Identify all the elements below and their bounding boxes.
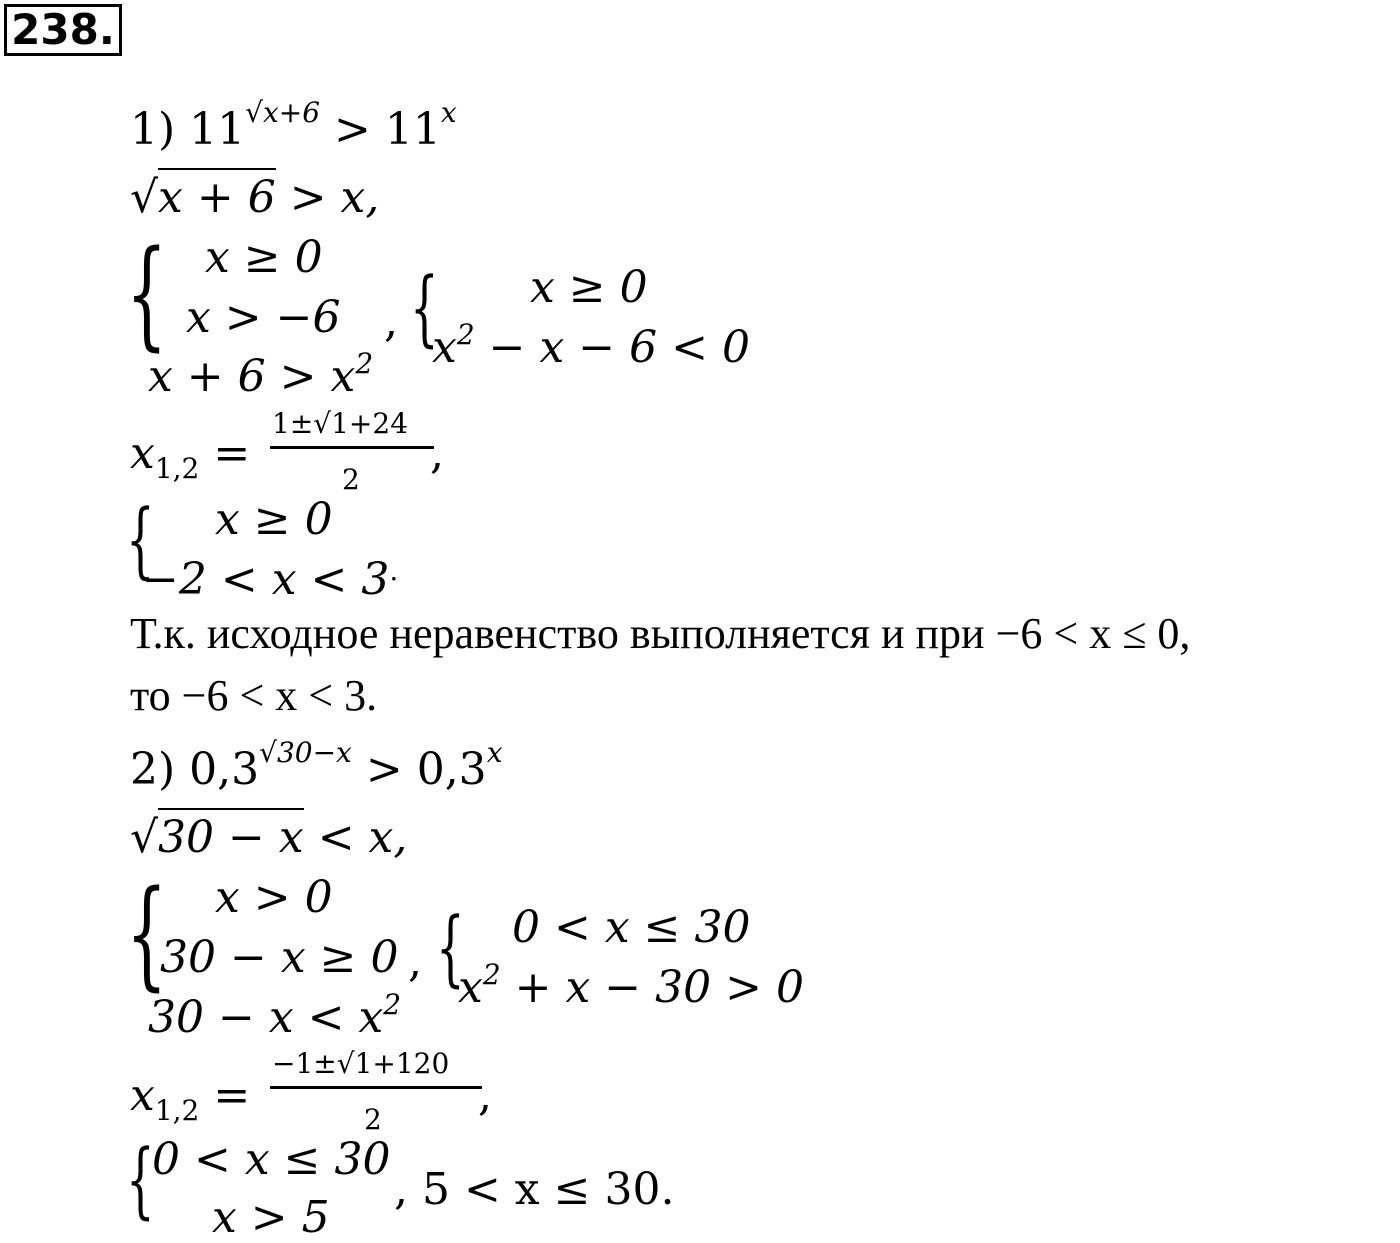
p2-frac-line <box>270 1086 482 1089</box>
p1-line1-rel: > 11 <box>320 104 441 155</box>
p1-sys2-row2-sup: 2 <box>456 318 475 351</box>
problem-number: 238. <box>4 4 122 56</box>
p2-line1-exp: √30−x <box>259 736 352 769</box>
p2-sys1-row2: 30 − x ≥ 0 <box>160 932 399 983</box>
p2-sys2-row2-sup: 2 <box>482 958 501 991</box>
p2-line2 <box>130 812 408 863</box>
p1-roots-eq: = <box>199 428 251 479</box>
p1-sys3-brace: { <box>126 493 155 588</box>
p2-sys1-row1: x > 0 <box>215 872 333 923</box>
p2-roots-eq: = <box>199 1070 251 1121</box>
p1-sys2-row2 <box>432 318 750 373</box>
p1-roots-num: 1±√1+24 <box>272 407 409 440</box>
p1-line1-prefix: 1) 11 <box>130 104 246 155</box>
p2-line1-exp2: x <box>486 736 503 769</box>
p1-roots-sub: 1,2 <box>154 452 200 485</box>
p1-sys2-brace: { <box>410 261 439 356</box>
p1-line1 <box>130 96 457 155</box>
p1-sys3-row1: x ≥ 0 <box>215 494 333 545</box>
p1-sys1-row3-text: x + 6 > x <box>148 351 356 402</box>
p1-sys2-row2-rest: − x − 6 < 0 <box>474 322 750 373</box>
p1-sys3-row2 <box>142 554 399 605</box>
p2-roots-den: 2 <box>364 1103 382 1136</box>
p2-roots-lhs <box>130 1070 251 1127</box>
p1-line2-root: x + 6 <box>158 168 276 223</box>
p2-sys2-row1: 0 < x ≤ 30 <box>512 902 751 953</box>
p2-comma1: , <box>408 936 422 987</box>
p1-comma1: , <box>384 296 398 347</box>
p2-sys2-row2-rest: + x − 30 > 0 <box>500 962 804 1013</box>
p2-sys2-row2 <box>458 958 804 1013</box>
p1-sys2-row1: x ≥ 0 <box>530 262 648 313</box>
p1-roots-lhs <box>130 428 251 485</box>
p2-roots-sub: 1,2 <box>154 1094 200 1127</box>
p2-sys1-row3-text: 30 − x < x <box>148 992 384 1043</box>
p1-roots-comma: , <box>430 428 444 479</box>
p2-sys1-row3 <box>148 988 402 1043</box>
p1-line2-rest: > x, <box>275 172 380 223</box>
p2-sys2-row2-x: x <box>458 962 483 1013</box>
p1-roots-den: 2 <box>342 463 360 496</box>
p2-roots-num: −1±√1+120 <box>272 1047 450 1080</box>
p1-line1-exp2: x <box>440 96 457 129</box>
p1-sys2-row2-x: x <box>432 322 457 373</box>
p2-line1-rel: > 0,3 <box>351 744 487 795</box>
p1-line1-exp: √x+6 <box>245 96 321 129</box>
p1-sys1-row2: x > −6 <box>186 292 341 343</box>
p2-sys1-brace: { <box>126 864 168 1002</box>
p1-note-line1: Т.к. исходное неравенство выполняется и при −6 < x ≤ 0, <box>130 609 1191 658</box>
p2-line1-prefix: 2) 0,3 <box>130 744 260 795</box>
p2-line2-rest: < x, <box>303 812 408 863</box>
p2-sys3-row1: 0 < x ≤ 30 <box>152 1134 391 1185</box>
p2-sys2-brace: { <box>436 901 465 996</box>
sqrt-symbol: √ <box>130 172 159 223</box>
p2-roots-comma: , <box>478 1070 492 1121</box>
p2-sys3-row2: x > 5 <box>212 1192 330 1243</box>
p1-sys3-dot: . <box>389 554 399 587</box>
p1-frac-line <box>270 446 434 449</box>
p2-answer: , 5 < x ≤ 30. <box>394 1164 675 1215</box>
p1-sys3-row2-text: −2 < x < 3 <box>142 554 390 605</box>
p2-line1 <box>130 736 503 795</box>
p1-sys1-row3 <box>148 347 374 402</box>
p2-line2-root: 30 − x <box>158 808 304 863</box>
sqrt-symbol: √ <box>130 812 159 863</box>
p1-line2 <box>130 172 380 223</box>
p1-roots-x: x <box>130 428 155 479</box>
p1-sys1-brace: { <box>126 224 168 362</box>
p1-note-line2: то −6 < x < 3. <box>130 671 378 720</box>
p1-sys1-row3-sup: 2 <box>355 347 374 380</box>
p2-roots-x: x <box>130 1070 155 1121</box>
p2-sys1-row3-sup: 2 <box>383 988 402 1021</box>
p2-sys3-brace: { <box>126 1133 155 1228</box>
p1-sys1-row1: x ≥ 0 <box>205 232 323 283</box>
